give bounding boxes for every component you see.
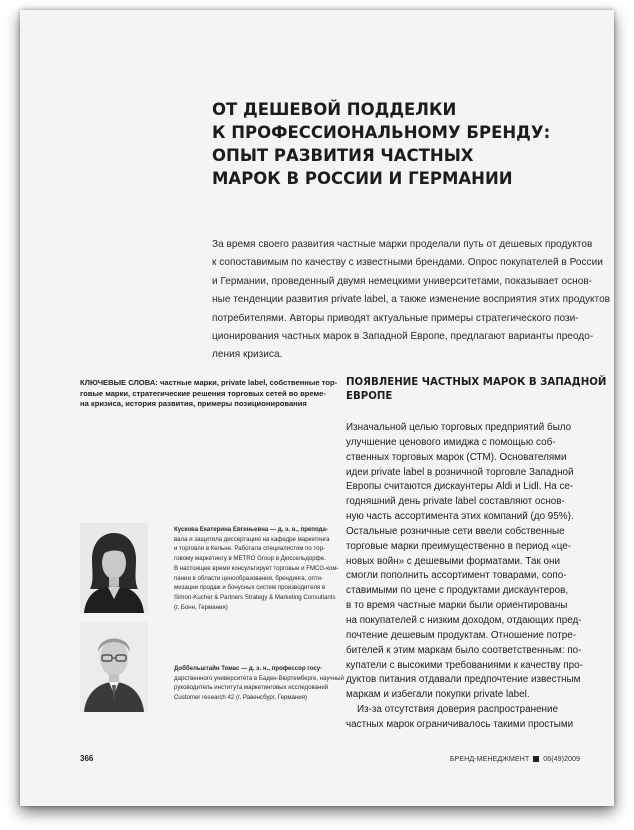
article-lead: [212, 236, 611, 365]
body-line: смогли пополнить ассортимент товарами, сопо-: [346, 570, 567, 582]
keywords-line: на кризиса, история развития, примеры позиционирования: [80, 399, 307, 409]
body-line: новых войн» с дешевыми форматами. Так они: [346, 555, 561, 567]
portrait-man-image: [80, 622, 148, 712]
heading-line: ПОЯВЛЕНИЕ ЧАСТНЫХ МАРОК В ЗАПАДНОЙ: [346, 377, 607, 388]
bio-line: дарственного университета в Баден-Вюртемберге, научный: [174, 674, 344, 682]
bio-line: Доббельштайн Томас — д. э. н., профессор госу-: [174, 665, 323, 672]
bio-line: Customer research 42 (г. Равенсбург, Германия): [174, 694, 308, 702]
keywords-block: [80, 378, 338, 410]
heading-line: ЕВРОПЕ: [346, 391, 393, 402]
lead-line: За время своего развития частные марки проделали путь от дешевых продуктов: [212, 239, 593, 250]
bio-line: мизации продаж и бонусных систем производителя в: [174, 584, 326, 592]
keywords-line: говые марки, стратегические решения торговых сетей во време-: [80, 388, 326, 398]
body-line: идеи private label в розничной торговле Западной: [346, 466, 574, 478]
article-title: [212, 98, 572, 190]
author-bio-dobbelstein: [174, 664, 344, 703]
bio-line: пании в области ценообразования, брендинга, опти-: [174, 574, 323, 582]
body-line: дуктов питания отдавали предпочтение известным: [346, 674, 581, 686]
author-photo-dobbelstein: [80, 622, 148, 712]
square-bullet-icon: [533, 756, 539, 762]
bio-line: вала и защитила диссертацию на кафедре маркетинга: [174, 535, 330, 543]
title-line: К ПРОФЕССИОНАЛЬНОМУ БРЕНДУ:: [212, 123, 551, 142]
body-line: торговые марки преимущественно в период «це-: [346, 540, 572, 552]
section-body: [346, 421, 596, 733]
body-line: частных марок ограничивалось такими простыми: [346, 718, 574, 730]
lead-line: ления кризиса.: [212, 349, 283, 361]
bio-line: руководитель института маркетинговых исследований: [174, 684, 329, 692]
magazine-name: БРЕНД-МЕНЕДЖМЕНТ: [449, 754, 530, 763]
bio-line: (г. Бонн, Германия): [174, 603, 228, 611]
lead-line: ционирования частных марок в Западной Европе, предлагают варианты преодо-: [212, 331, 594, 343]
bio-line: и торговли в Кельне. Работала специалистом по тор-: [174, 545, 326, 553]
lead-line: потребителями. Авторы приводят актуальные примеры стратегического пози-: [212, 312, 579, 324]
body-line: ную часть ассортимента этих компаний (до 95%).: [346, 511, 574, 523]
author-bio-kuskova: [174, 525, 339, 612]
body-line: купатели с высокими требованиями к качеству про-: [346, 659, 583, 671]
body-line: годняшний день private label составляют основ-: [346, 496, 565, 508]
magazine-footer: [450, 754, 580, 763]
page-number: 366: [80, 754, 94, 763]
body-line: бителей к этим маркам было соответственным: по-: [346, 644, 582, 656]
body-line: ставимыми по цене с продуктами дискаунтеров,: [346, 585, 569, 597]
body-line: Изначальной целью торговых предприятий было: [346, 422, 572, 433]
lead-line: ные тенденции развития private label, а также изменение восприятия этих продуктов: [212, 294, 611, 306]
body-line: ственных торговых марок (СТМ). Основателями: [346, 451, 567, 463]
body-line: в то время частные марки были ориентированы: [346, 600, 568, 612]
body-line: на покупателей с низким доходом, отдающих пред-: [346, 614, 582, 626]
issue-number: 06(49)2009: [543, 754, 580, 763]
title-line: ОПЫТ РАЗВИТИЯ ЧАСТНЫХ: [212, 146, 474, 165]
title-line: ОТ ДЕШЕВОЙ ПОДДЕЛКИ: [212, 100, 457, 119]
body-line: Остальные розничные сети ввели собственные: [346, 525, 565, 537]
section-heading: [346, 376, 607, 404]
body-line: улучшение ценового имиджа с помощью соб-: [346, 436, 556, 448]
portrait-woman-image: [80, 523, 148, 613]
lead-line: к сопоставимым по качеству с известными брендами. Опрос покупателей в России: [212, 257, 603, 269]
lead-line: и Германии, проведенный двумя немецкими университетами, показывает основ-: [212, 275, 593, 287]
keywords-line: КЛЮЧЕВЫЕ СЛОВА: частные марки, private label, собственные тор-: [80, 378, 338, 387]
magazine-page: [20, 10, 614, 806]
bio-line: В настоящее время консультирует торговые и FMCG-ком-: [174, 564, 339, 572]
body-line: Из-за отсутствия доверия распространение: [346, 704, 559, 716]
body-line: маркам и избегали покупки private label.: [346, 689, 530, 701]
title-line: МАРОК В РОССИИ И ГЕРМАНИИ: [212, 169, 513, 188]
bio-line: Кускова Екатерина Евгеньевна — д. э. н., препода-: [174, 526, 328, 533]
author-photo-kuskova: [80, 523, 148, 613]
body-line: Европы считаются дискаунтеры Aldi и Lidl. На се-: [346, 481, 574, 493]
body-line: почтение дешевым продуктам. Отношение потре-: [346, 629, 577, 641]
bio-line: Simon-Kucher & Partners Strategy & Marketing Consultants: [174, 593, 336, 601]
bio-line: говому маркетингу в METRO Group в Дюссельдорфе.: [174, 555, 326, 563]
